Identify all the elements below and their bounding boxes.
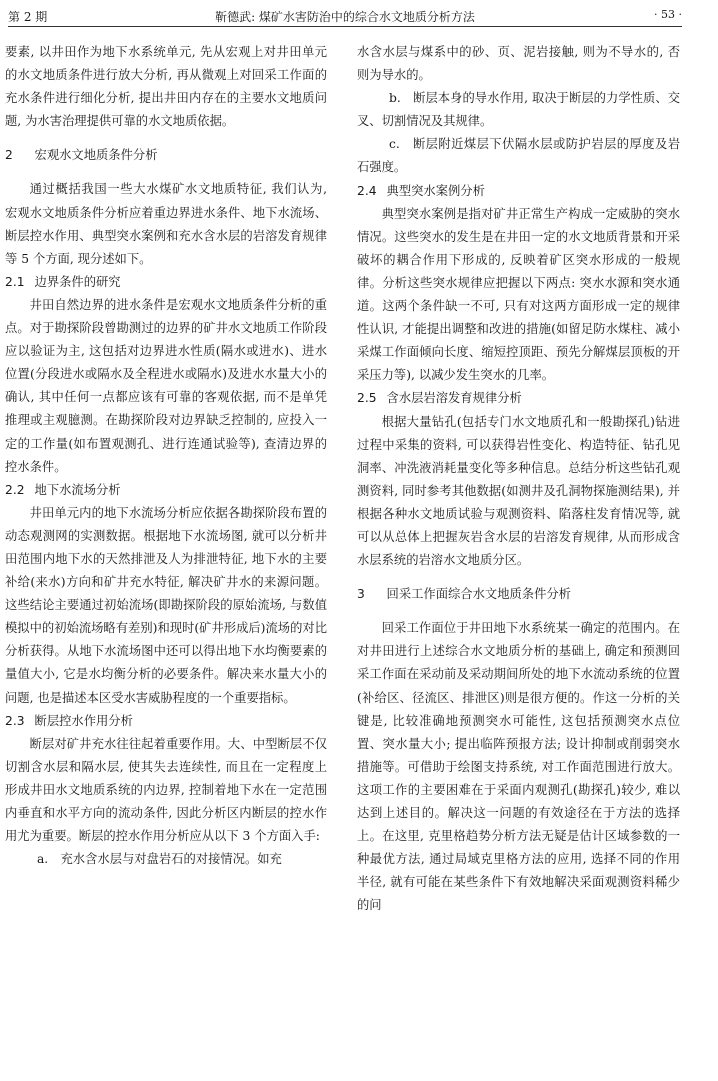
- page-header: [8, 4, 682, 27]
- section-2-1-number: 2.1: [5, 274, 25, 289]
- item-c-paragraph: c. 断层附近煤层下伏隔水层或防护岩层的厚度及岩石强度。: [357, 137, 680, 175]
- section-3-heading: [357, 583, 680, 606]
- item-a-paragraph: a. 充水含水层与对盘岩石的对接情况。如充: [36, 852, 282, 867]
- section-3-number: 3: [357, 587, 365, 602]
- running-title: 靳德武: 煤矿水害防治中的综合水文地质分析方法: [215, 10, 475, 24]
- section-2-1-paragraph: 井田自然边界的进水条件是宏观水文地质条件分析的重点。对于勘探阶段曾勘测过的边界的矿井水文地质工作阶段应以验证为主, 这包括对边界进水性质(隔水或进水)、进水位置(分段进水或隔水及全程进水或隔水)及进水水量大小的确认, 其中任何一点都应该有可靠的客观依据, 而不是单凭推理或主观臆测。在勘探阶段对边界缺乏控制的, 应投入一定的工作量(如布置观测孔、进行连通试验等), 查清边界的控水条件。: [5, 297, 327, 474]
- section-2-5-number: 2.5: [357, 391, 377, 406]
- page-number: · 53 ·: [654, 8, 682, 21]
- section-2-2-heading: [5, 479, 327, 502]
- section-2-1-title: 边界条件的研究: [34, 274, 121, 289]
- section-2-5-title: 含水层岩溶发育规律分析: [386, 391, 522, 406]
- section-2-title: 宏观水文地质条件分析: [34, 148, 158, 163]
- section-2-5-heading: [357, 387, 680, 410]
- item-b-paragraph: b. 断层本身的导水作用, 取决于断层的力学性质、交叉、切割情况及其规律。: [357, 91, 680, 129]
- right-column: [357, 41, 680, 917]
- section-2-4-number: 2.4: [357, 183, 377, 198]
- section-2-3-title: 断层控水作用分析: [34, 713, 133, 728]
- section-2-paragraph: 通过概括我国一些大水煤矿水文地质特征, 我们认为, 宏观水文地质条件分析应着重边界进水条件、地下水流场、断层控水作用、典型突水案例和充水含水层的岩溶发育规律等 5 个方面, 现分述如下。: [5, 182, 327, 266]
- section-2-3-paragraph: 断层对矿井充水往往起着重要作用。大、中型断层不仅切割含水层和隔水层, 使其失去连续性, 而且在一定程度上形成井田水文地质系统的内边界, 控制着地下水在一定范围内垂直和水平方向的流动条件, 因此分析区内断层的控水作用尤为重要。断层的控水作用分析应从以下 3 个方面入手:: [5, 736, 327, 844]
- continuation-paragraph: 水含水层与煤系中的砂、页、泥岩接触, 则为不导水的, 否则为导水的。: [357, 45, 680, 83]
- section-2-heading: [5, 144, 327, 167]
- section-2-number: 2: [5, 148, 13, 163]
- section-2-4-title: 典型突水案例分析: [386, 183, 485, 198]
- section-2-4-heading: [357, 180, 680, 203]
- section-2-3-heading: [5, 710, 327, 733]
- section-2-4-paragraph: 典型突水案例是指对矿井正常生产构成一定威胁的突水情况。这些突水的发生是在井田一定的水文地质背景和开采破坏的耦合作用下形成的, 反映着矿区突水形成的一般规律。分析这些突水规律应把握以下两点: 突水水源和突水通道。这两个条件缺一不可, 只有对这两方面形成一定的规律性认识, 才能提出调整和改进的措施(如留足防水煤柱、减小采煤工作面倾向长度、缩短控顶距、预先分解煤层顶板的开采压力等), 以减少发生突水的几率。: [357, 206, 680, 383]
- section-2-2-number: 2.2: [5, 482, 25, 497]
- section-2-2-paragraph: 井田单元内的地下水流场分析应依据各勘探阶段布置的动态观测网的实测数据。根据地下水流场图, 就可以分析井田范围内地下水的天然排泄及人为排泄特征, 地下水的主要补给(来水)方向和矿井充水特征, 解决矿井水的来源问题。这些结论主要通过初始流场(即勘探阶段的原始流场, 与数值模拟中的初始流场略有差别)和现时(矿井形成后)流场的对比分析获得。从地下水流场图中还可以得出地下水均衡要素的量值大小, 它是水均衡分析的必要条件。解决来水量大小的问题, 也是描述本区受水害威胁程度的一个重要指标。: [5, 505, 327, 705]
- section-2-1-heading: [5, 271, 327, 294]
- section-2-3-number: 2.3: [5, 713, 25, 728]
- intro-paragraph: 要素, 以井田作为地下水系统单元, 先从宏观上对井田单元的水文地质条件进行放大分析, 再从微观上对回采工作面的充水条件进行细化分析, 提出井田内存在的主要水文地质问题, 为水害治理提供可靠的水文地质依据。: [5, 45, 327, 129]
- section-3-title: 回采工作面综合水文地质条件分析: [386, 587, 571, 602]
- left-column: [5, 41, 327, 871]
- section-3-paragraph: 回采工作面位于井田地下水系统某一确定的范围内。在对井田进行上述综合水文地质分析的基础上, 确定和预测回采工作面在采动前及采动期间所处的地下水流动系统的位置(补给区、径流区、排泄区)则是很方便的。作这一分析的关键是, 比较准确地预测突水可能性, 这包括预测突水点位置、突水量大小; 提出临阵预报方法; 设计抑制或削弱突水措施等。可借助于绘图支持系统, 对工作面范围进行放大。这项工作的主要困难在于采面内观测孔(勘探孔)较少, 难以达到上述目的。解决这一问题的有效途径在于方法的选择上。在这里, 克里格趋势分析方法无疑是估计区域参数的一种最优方法, 通过局域克里格方法的应用, 选择不同的作用半径, 就有可能在某些条件下有效地解决采面观测资料稀少的问: [357, 621, 680, 913]
- section-2-2-title: 地下水流场分析: [34, 482, 121, 497]
- issue-number: 第 2 期: [8, 10, 48, 24]
- section-2-5-paragraph: 根据大量钻孔(包括专门水文地质孔和一般勘探孔)钻进过程中采集的资料, 可以获得岩性变化、构造特征、钻孔见洞率、冲洗液消耗量变化等多种信息。总结分析这些钻孔观测资料, 同时参考其他数据(如测井及孔洞物探施测结果), 并根据各种水文地质试验与观测资料、陷落柱发育情况等, 就可以从总体上把握灰岩含水层的岩溶发育规律, 从而形成含水层系统的岩溶水文地质分区。: [357, 414, 680, 568]
